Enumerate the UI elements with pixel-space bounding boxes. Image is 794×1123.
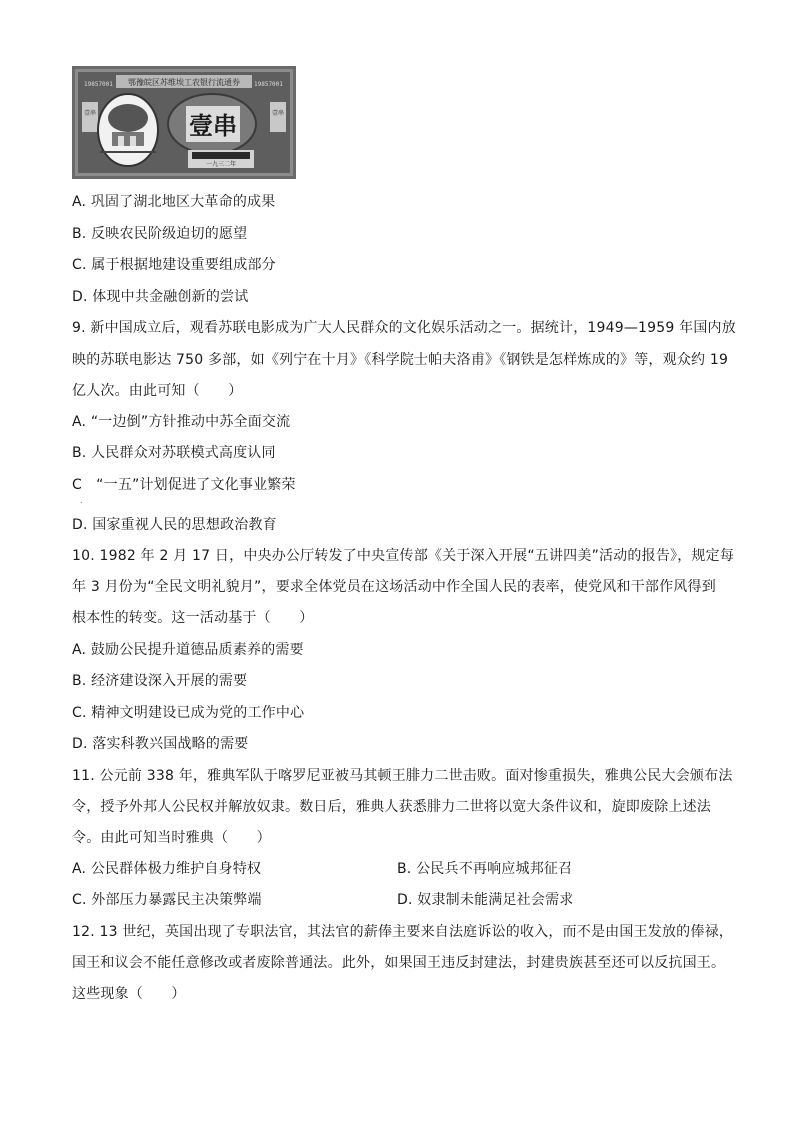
banknote-top-text: 鄂豫皖区苏维埃工农银行流通券 bbox=[128, 78, 240, 87]
q9-stem-line-3: 亿人次。由此可知（ ） bbox=[72, 383, 243, 399]
q8-option-d[interactable]: D. 体现中共金融创新的尝试 bbox=[72, 289, 249, 305]
q10-option-c[interactable]: C. 精神文明建设已成为党的工作中心 bbox=[72, 705, 305, 721]
q11-option-d[interactable]: D. 奴隶制未能满足社会需求 bbox=[397, 892, 574, 908]
banknote-denomination: 壹串 bbox=[189, 111, 237, 140]
q11-stem-line-2: 令，授予外邦人公民权并解放奴隶。数日后，雅典人获悉腓力二世将以宽大条件议和，旋即废除上述法 bbox=[72, 799, 711, 815]
q10-stem-line-1: 10. 1982 年 2 月 17 日，中央办公厅转发了中央宣传部《关于深入开展“五讲四美”活动的报告》，规定每 bbox=[72, 548, 735, 564]
q9-option-a[interactable]: A. “一边倒”方针推动中苏全面交流 bbox=[72, 414, 291, 430]
q9-option-b[interactable]: B. 人民群众对苏联模式高度认同 bbox=[72, 445, 276, 461]
banknote-serial-left: 19857001 bbox=[84, 81, 113, 88]
q8-option-c[interactable]: C. 属于根据地建设重要组成部分 bbox=[72, 257, 276, 273]
q12-stem-line-3: 这些现象（ ） bbox=[72, 986, 186, 1002]
banknote-image bbox=[72, 66, 296, 179]
stray-dot: . bbox=[80, 496, 83, 505]
q10-option-a[interactable]: A. 鼓励公民提升道德品质素养的需要 bbox=[72, 642, 304, 658]
q11-stem-line-3: 令。由此可知当时雅典（ ） bbox=[72, 830, 271, 846]
q11-option-c[interactable]: C. 外部压力暴露民主决策弊端 bbox=[72, 892, 262, 908]
q11-stem-line-1: 11. 公元前 338 年，雅典军队于喀罗尼亚被马其顿王腓力二世击败。面对惨重损失，雅典公民大会颁布法 bbox=[72, 768, 733, 784]
banknote-bottom-text: 一九三二年 bbox=[205, 161, 237, 168]
banknote-serial-right: 19857001 bbox=[254, 81, 283, 88]
q10-stem-line-3: 根本性的转变。这一活动基于（ ） bbox=[72, 610, 314, 626]
q10-option-d[interactable]: D. 落实科教兴国战略的需要 bbox=[72, 736, 249, 752]
banknote-illustration bbox=[72, 66, 296, 179]
q12-stem-line-1: 12. 13 世纪，英国出现了专职法官，其法官的薪俸主要来自法庭诉讼的收入，而不是由国王发放的俸禄， bbox=[72, 924, 733, 940]
q9-option-d[interactable]: D. 国家重视人民的思想政治教育 bbox=[72, 517, 277, 533]
q10-option-b[interactable]: B. 经济建设深入开展的需要 bbox=[72, 673, 248, 689]
q11-option-a[interactable]: A. 公民群体极力维护自身特权 bbox=[72, 861, 262, 877]
q9-stem-line-2: 映的苏联电影达 750 多部，如《列宁在十月》《科学院士帕夫洛甫》《钢铁是怎样炼成的》等，观众约 19 bbox=[72, 352, 729, 368]
banknote-side-left: 壹串 bbox=[83, 110, 97, 117]
q11-option-b[interactable]: B. 公民兵不再响应城邦征召 bbox=[397, 861, 573, 877]
banknote-side-right: 壹串 bbox=[271, 110, 285, 117]
q12-stem-line-2: 国王和议会不能任意修改或者废除普通法。此外，如果国王违反封建法，封建贵族甚至还可以反抗国王。 bbox=[72, 955, 726, 971]
q9-stem-line-1: 9. 新中国成立后，观看苏联电影成为广大人民群众的文化娱乐活动之一。据统计，1949—1959 年国内放 bbox=[72, 320, 736, 336]
q8-option-a[interactable]: A. 巩固了湖北地区大革命的成果 bbox=[72, 194, 276, 210]
q10-stem-line-2: 年 3 月份为“全民文明礼貌月”，要求全体党员在这场活动中作全国人民的表率，使党风和干部作风得到 bbox=[72, 579, 716, 595]
q9-option-c[interactable]: C “一五”计划促进了文化事业繁荣 bbox=[72, 477, 296, 493]
q8-option-b[interactable]: B. 反映农民阶级迫切的愿望 bbox=[72, 226, 248, 242]
